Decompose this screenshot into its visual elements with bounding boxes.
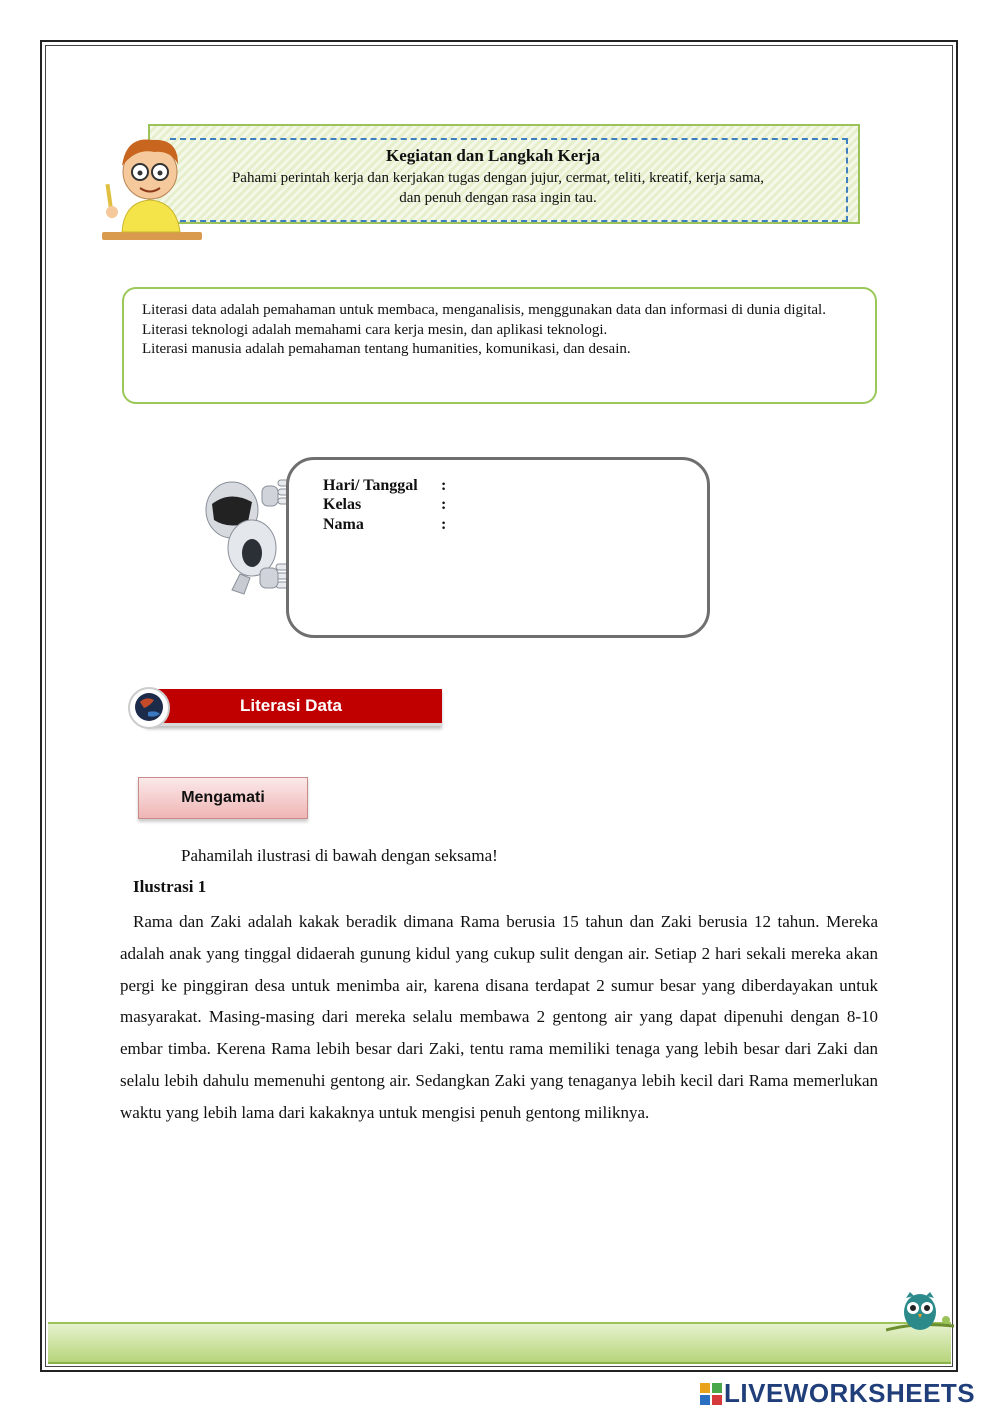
- section-title: Literasi Data: [239, 696, 343, 715]
- section-header: [126, 686, 444, 730]
- class-label: Kelas: [323, 496, 362, 513]
- day-date-label: Hari/ Tanggal: [323, 477, 418, 494]
- footer-bar: [48, 1322, 951, 1364]
- day-date-colon: :: [441, 477, 447, 494]
- definition-human: Literasi manusia adalah pemahaman tentang humanities, komunikasi, dan desain.: [142, 341, 631, 357]
- header-title: Kegiatan dan Langkah Kerja: [386, 146, 600, 165]
- brand-text: LIVEWORKSHEETS: [724, 1378, 976, 1408]
- identity-card: [286, 457, 710, 638]
- banner-dashed-border-bottom: [170, 220, 848, 222]
- illustration-heading: Ilustrasi 1: [133, 877, 207, 896]
- definition-data: Literasi data adalah pemahaman untuk membaca, menganalisis, menggunakan data dan informasi di dunia digital.: [142, 302, 826, 318]
- header-subtitle: [188, 168, 808, 208]
- header-subtitle-line2: dan penuh dengan rasa ingin tau.: [399, 190, 597, 206]
- illustration-story: Rama dan Zaki adalah kakak beradik dimana Rama berusia 15 tahun dan Zaki berusia 12 tahun. Mereka adalah anak yang tinggal didaerah gunung kidul yang cukup sulit dengan air. Setiap 2 hari sekali mereka akan pergi ke pinggiran desa untuk menimba air, karena disana terdapat 2 sumur besar yang diberdayakan untuk masyarakat. Masing-masing dari mereka selalu membawa 2 gentong air yang dapat dipenuhi dengan 8-10 embar timba. Kerena Rama lebih besar dari Zaki, tentu rama memiliki tenaga yang lebih besar dari Zaki dan selalu lebih dahulu memenuhi gentong air. Sedangkan Zaki yang tenaganya lebih kecil dari Rama memerlukan waktu yang lebih lama dari kakaknya untuk mengisi penuh gentong miliknya.: [120, 912, 878, 1122]
- boy-illustration: [100, 132, 206, 244]
- brand-mark-icon: [700, 1383, 722, 1405]
- header-subtitle-line1: Pahami perintah kerja dan kerjakan tugas dengan jujur, cermat, teliti, kreatif, kerja sama,: [231, 170, 765, 186]
- definition-technology: Literasi teknologi adalah memahami cara kerja mesin, dan aplikasi teknologi.: [142, 321, 608, 338]
- name-colon: :: [441, 516, 447, 533]
- observe-tag: Mengamati: [138, 777, 308, 819]
- header-banner: [148, 124, 860, 224]
- instruction-text: Pahamilah ilustrasi di bawah dengan seksama!: [181, 846, 498, 865]
- definition-box: [122, 287, 877, 404]
- owl-icon: [886, 1286, 956, 1342]
- name-label: Nama: [323, 516, 364, 533]
- class-colon: :: [441, 496, 447, 513]
